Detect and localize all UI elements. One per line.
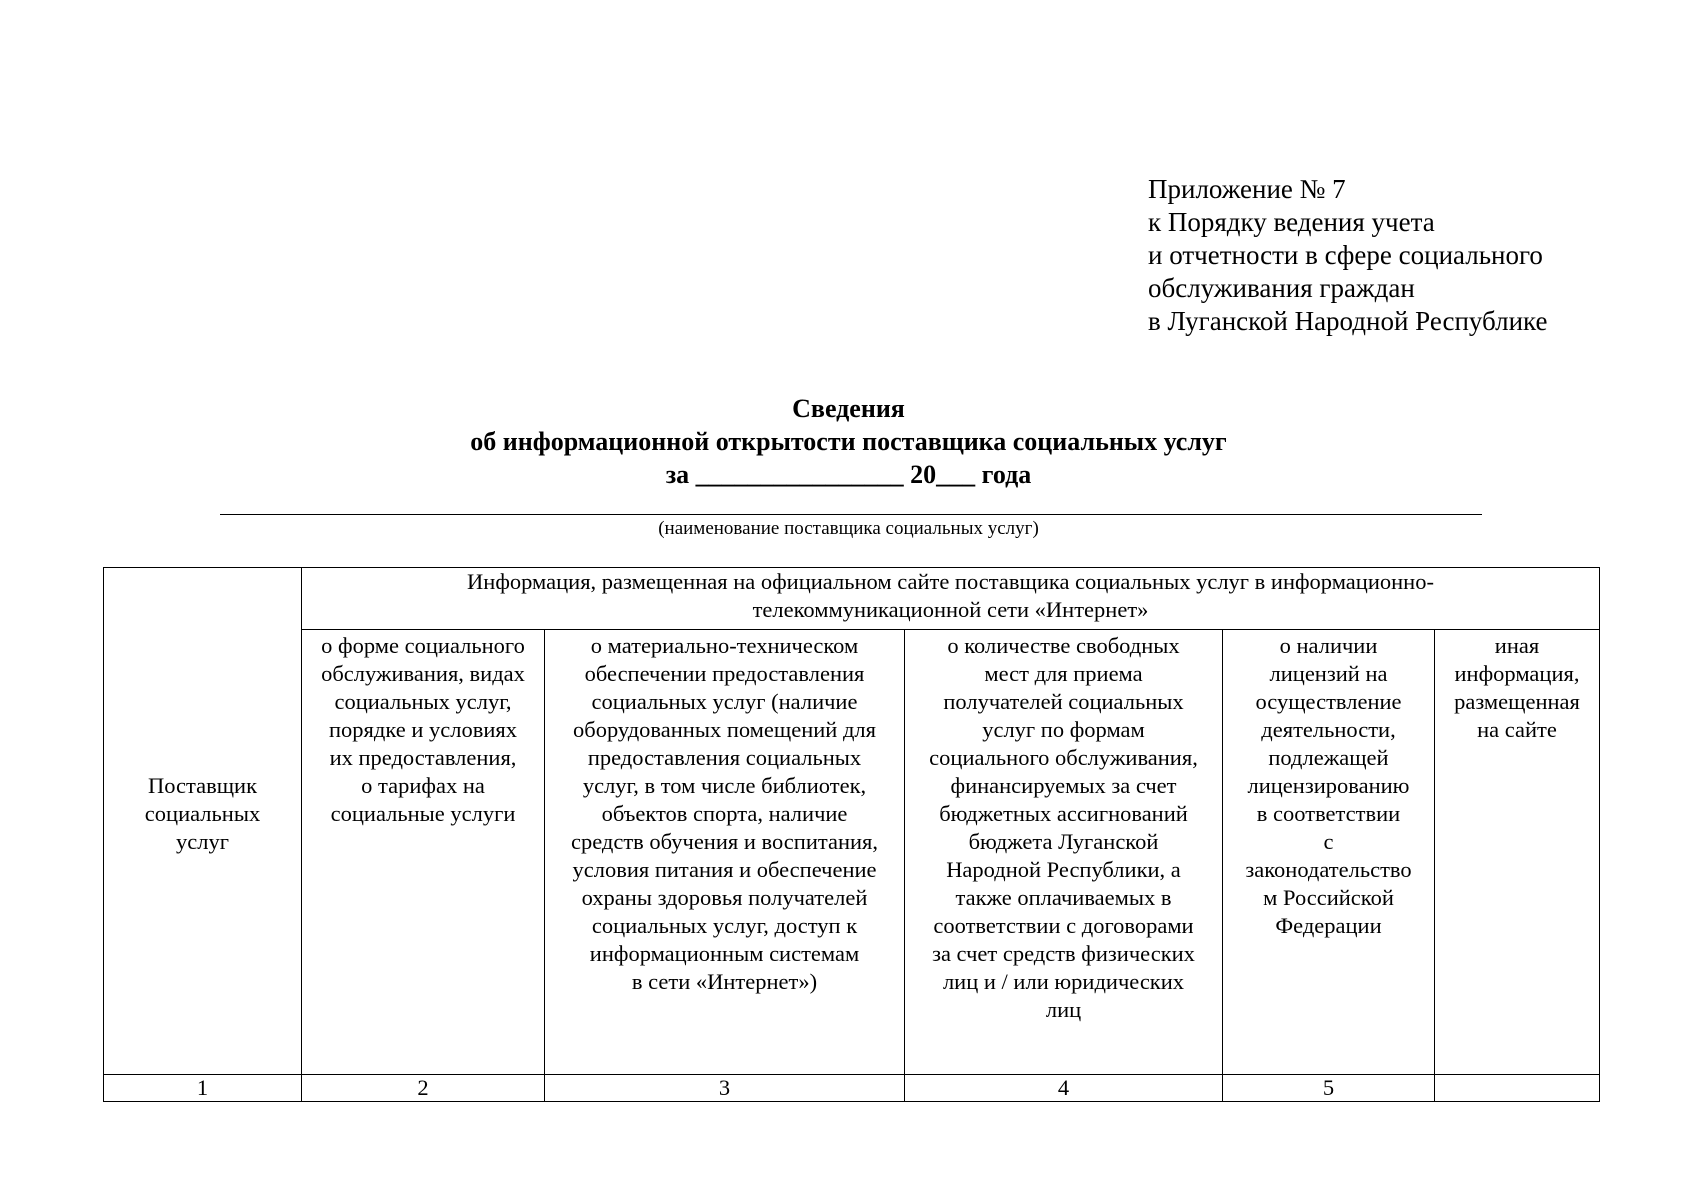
- column-header-text: о материально-техническом обеспечении предоставления социальных услуг (наличие оборудованных помещений для предоставления социальных услуг, в том числе библиотек, объектов спорта, наличие средств обучения и воспитания, условия питания и обеспечение охраны здоровья получателей социальных услуг, доступ к информационным системам в сети «Интернет»): [570, 633, 879, 994]
- column-header-text: о форме социального обслуживания, видах социальных услуг, порядке и условиях их предоставления, о тарифах на социальные услуги: [321, 633, 525, 826]
- column-number-cell: [1435, 1075, 1600, 1102]
- appendix-line: и отчетности в сфере социального: [1148, 240, 1543, 270]
- column-number-row: [104, 1075, 1600, 1102]
- group-header-text: Информация, размещенная на официальном сайте поставщика социальных услуг в информационно- телекоммуникационной сети «Интернет»: [467, 569, 1434, 622]
- appendix-note: [1148, 173, 1547, 338]
- column-number-cell: 4: [905, 1075, 1223, 1102]
- column-number-cell: 2: [302, 1075, 545, 1102]
- title-line-1: Сведения: [792, 394, 905, 423]
- column-number-cell: 5: [1223, 1075, 1435, 1102]
- group-header-cell: [302, 568, 1600, 630]
- column-description-row: [104, 630, 1600, 1075]
- column-number-cell: 3: [545, 1075, 905, 1102]
- column-header-cell: [1435, 630, 1600, 1075]
- supplier-header-cell: [104, 568, 302, 1075]
- document-title: [0, 392, 1697, 491]
- report-table: [103, 567, 1600, 1102]
- provider-name-caption: (наименование поставщика социальных услуг): [658, 518, 1039, 539]
- title-line-3: за ________________ 20___ года: [665, 460, 1032, 489]
- appendix-line: к Порядку ведения учета: [1148, 207, 1435, 237]
- column-header-cell: [1223, 630, 1435, 1075]
- column-header-cell: [545, 630, 905, 1075]
- column-number-cell: 1: [104, 1075, 302, 1102]
- title-line-2: об информационной открытости поставщика социальных услуг: [470, 427, 1227, 456]
- header-row: [104, 568, 1600, 630]
- appendix-line: обслуживания граждан: [1148, 273, 1415, 303]
- provider-name-line: [220, 514, 1482, 515]
- column-header-cell: [905, 630, 1223, 1075]
- appendix-line: в Луганской Народной Республике: [1148, 306, 1548, 336]
- column-header-cell: [302, 630, 545, 1075]
- supplier-header-text: Поставщик социальных услуг: [144, 773, 261, 854]
- column-header-text: о количестве свободных мест для приема получателей социальных услуг по формам социального обслуживания, финансируемых за счет бюджетных ассигнований бюджета Луганской Народной Республики, а также оплачиваемых в соответствии с договорами за счет средств физических лиц и / или юридических лиц: [929, 633, 1198, 1022]
- column-header-text: иная информация, размещенная на сайте: [1454, 633, 1580, 742]
- column-header-text: о наличии лицензий на осуществление деятельности, подлежащей лицензированию в соответствии с законодательство м Российской Федерации: [1245, 633, 1412, 938]
- appendix-line: Приложение № 7: [1148, 174, 1346, 204]
